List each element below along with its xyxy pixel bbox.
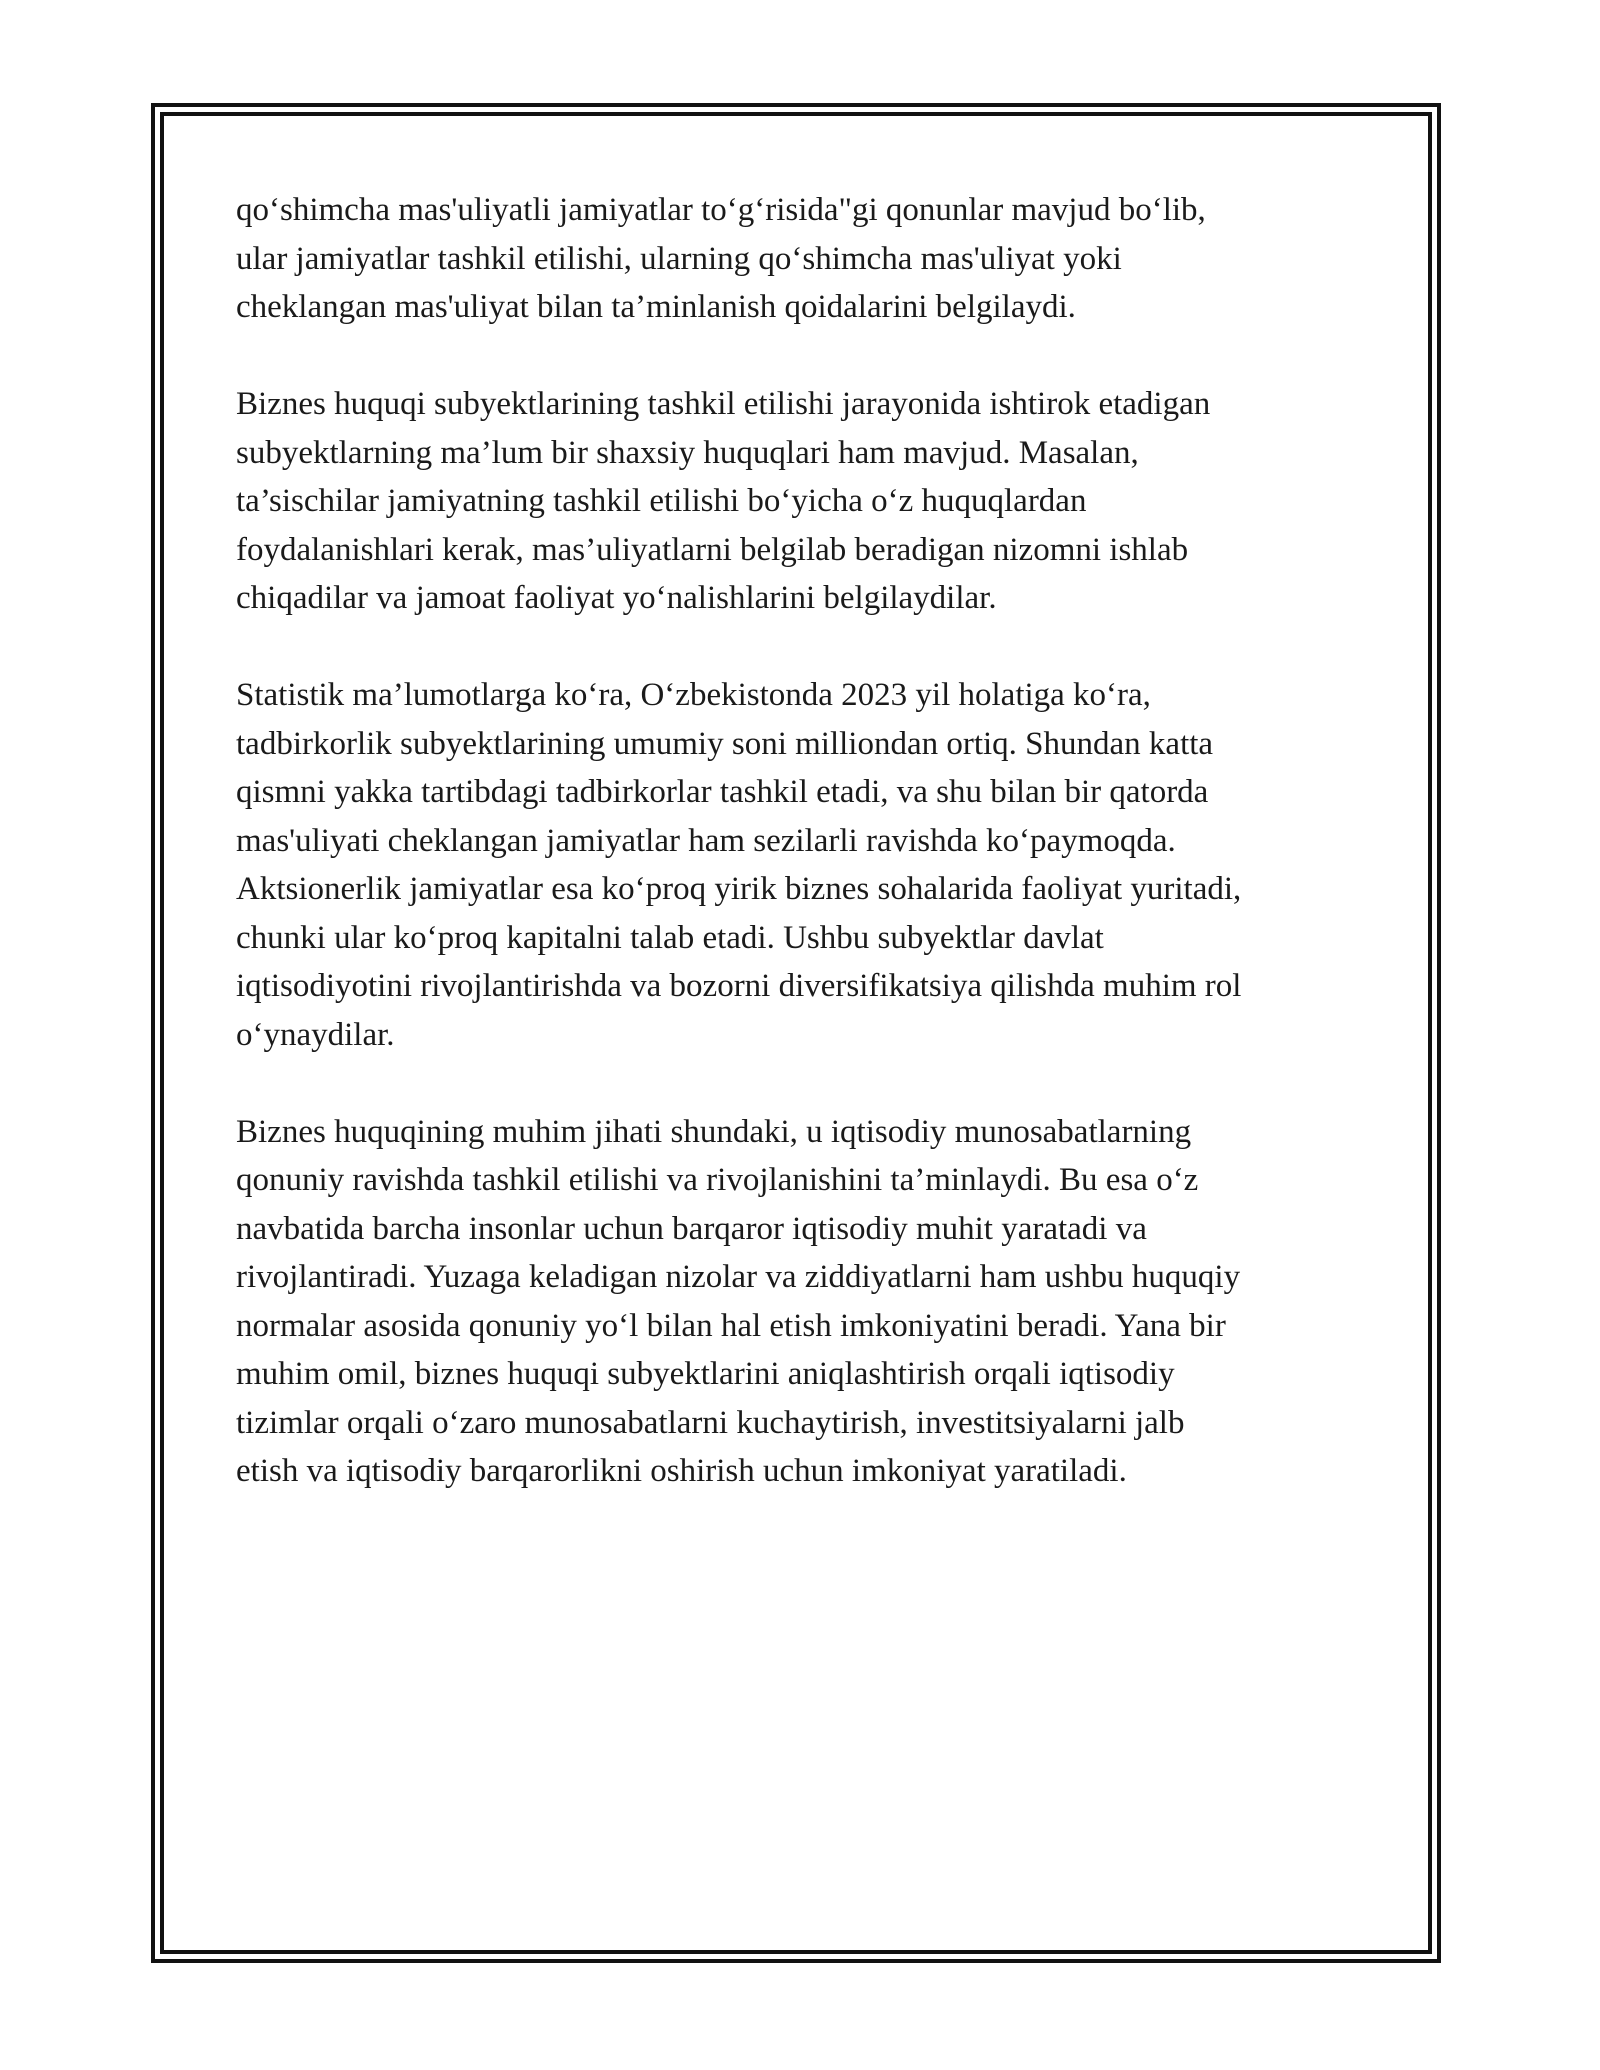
paragraph-3: Statistik ma’lumotlarga ko‘ra, O‘zbekistonda 2023 yil holatiga ko‘ra, tadbirkorlik subyektlarining umumiy soni milliondan ortiq. Shundan katta qismni yakka tartibdagi tadbirkorlar tashkil etadi, va shu bilan bir qatorda mas'uliyati cheklangan jamiyatlar ham sezilarli ravishda ko‘paymoqda. Aktsionerlik jamiyatlar esa ko‘proq yirik biznes sohalarida faoliyat yuritadi, chunki ular ko‘proq kapitalni talab etadi. Ushbu subyektlar davlat iqtisodiyotini rivojlantirishda va bozorni diversifikatsiya qilishda muhim rol o‘ynaydilar.	[236, 677, 1242, 1053]
paragraph-2: Biznes huquqi subyektlarining tashkil etilishi jarayonida ishtirok etadigan subyektlarning ma’lum bir shaxsiy huquqlari ham mavjud. Masalan, ta’sischilar jamiyatning tashkil etilishi bo‘yicha o‘z huquqlardan foydalanishlari kerak, mas’uliyatlarni belgilab beradigan nizomni ishlab chiqadilar va jamoat faoliyat yo‘nalishlarini belgilaydilar.	[236, 386, 1211, 616]
paragraph-1: qo‘shimcha mas'uliyatli jamiyatlar to‘g‘risida"gi qonunlar mavjud bo‘lib, ular jamiyatlar tashkil etilishi, ularning qo‘shimcha mas'uliyat yoki cheklangan mas'uliyat bilan ta’minlanish qoidalarini belgilaydi.	[236, 192, 1206, 325]
document-body	[236, 186, 1366, 1496]
paragraph-4: Biznes huquqining muhim jihati shundaki, u iqtisodiy munosabatlarning qonuniy ravishda tashkil etilishi va rivojlanishini ta’minlaydi. Bu esa o‘z navbatida barcha insonlar uchun barqaror iqtisodiy muhit yaratadi va rivojlantiradi. Yuzaga keladigan nizolar va ziddiyatlarni ham ushbu huquqiy normalar asosida qonuniy yo‘l bilan hal etish imkoniyatini beradi. Yana bir muhim omil, biznes huquqi subyektlarini aniqlashtirish orqali iqtisodiy tizimlar orqali o‘zaro munosabatlarni kuchaytirish, investitsiyalarni jalb etish va iqtisodiy barqarorlikni oshirish uchun imkoniyat yaratiladi.	[236, 1113, 1241, 1489]
